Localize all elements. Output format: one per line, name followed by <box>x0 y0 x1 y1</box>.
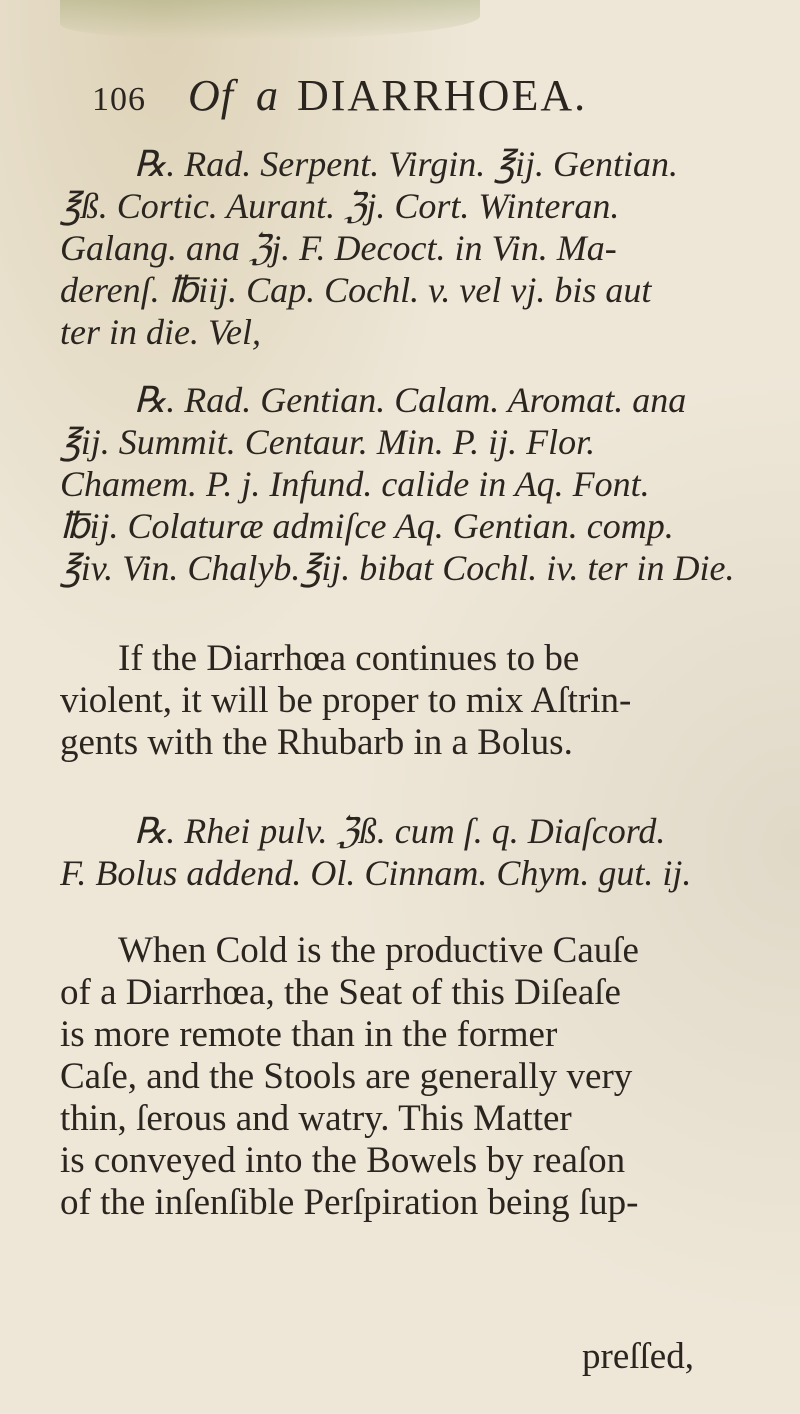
prescription-3 <box>60 810 760 894</box>
paragraph-line: of a Diarrhœa, the Seat of this Diſeaſe <box>60 972 621 1013</box>
prescription-line: F. Bolus addend. Ol. Cinnam. Chym. gut. ij. <box>60 853 692 893</box>
prescription-line: ℞. Rad. Gentian. Calam. Aromat. ana <box>134 380 687 420</box>
paragraph-line: violent, it will be proper to mix Aſtrin- <box>60 680 632 721</box>
header-title-main: DIARRHOEA. <box>297 71 588 120</box>
paragraph-2 <box>60 930 760 1224</box>
prescription-line: Galang. ana ℨj. F. Decoct. in Vin. Ma- <box>60 228 617 268</box>
page-number: 106 <box>92 81 146 118</box>
paragraph-line: is more remote than in the former <box>60 1014 558 1055</box>
catchword: preſſed, <box>582 1336 694 1377</box>
prescription-2 <box>60 379 760 589</box>
prescription-line: ℞. Rhei pulv. ℨß. cum ſ. q. Diaſcord. <box>134 811 666 851</box>
prescription-line: derenſ. ℔iij. Cap. Cochl. v. vel vj. bis aut <box>60 270 652 310</box>
header-title-of: Of <box>188 71 234 120</box>
prescription-line: ℞. Rad. Serpent. Virgin. ℥ij. Gentian. <box>134 144 679 184</box>
paragraph-1 <box>60 638 760 764</box>
paragraph-line: When Cold is the productive Cauſe <box>118 930 639 971</box>
prescription-line: ℔ij. Colaturæ admiſce Aq. Gentian. comp. <box>60 506 674 546</box>
paragraph-line: gents with the Rhubarb in a Bolus. <box>60 722 573 763</box>
paragraph-line: thin, ſerous and watry. This Matter <box>60 1098 572 1139</box>
paragraph-line: is conveyed into the Bowels by reaſon <box>60 1140 626 1181</box>
paragraph-line: Caſe, and the Stools are generally very <box>60 1056 633 1097</box>
prescription-line: Chamem. P. j. Infund. calide in Aq. Font. <box>60 464 650 504</box>
prescription-line: ℥ß. Cortic. Aurant. ℨj. Cort. Winteran. <box>60 186 620 226</box>
prescription-line: ℥iv. Vin. Chalyb.℥ij. bibat Cochl. iv. ter in Die. <box>60 548 735 588</box>
paragraph-line: If the Diarrhœa continues to be <box>118 638 580 679</box>
running-header <box>92 70 587 121</box>
paragraph-line: of the inſenſible Perſpiration being ſup- <box>60 1182 639 1223</box>
page-stain <box>60 0 480 40</box>
prescription-line: ter in die. Vel, <box>60 312 261 352</box>
prescription-1 <box>60 143 760 353</box>
prescription-line: ℥ij. Summit. Centaur. Min. P. ij. Flor. <box>60 422 596 462</box>
header-title-a: a <box>256 71 279 120</box>
